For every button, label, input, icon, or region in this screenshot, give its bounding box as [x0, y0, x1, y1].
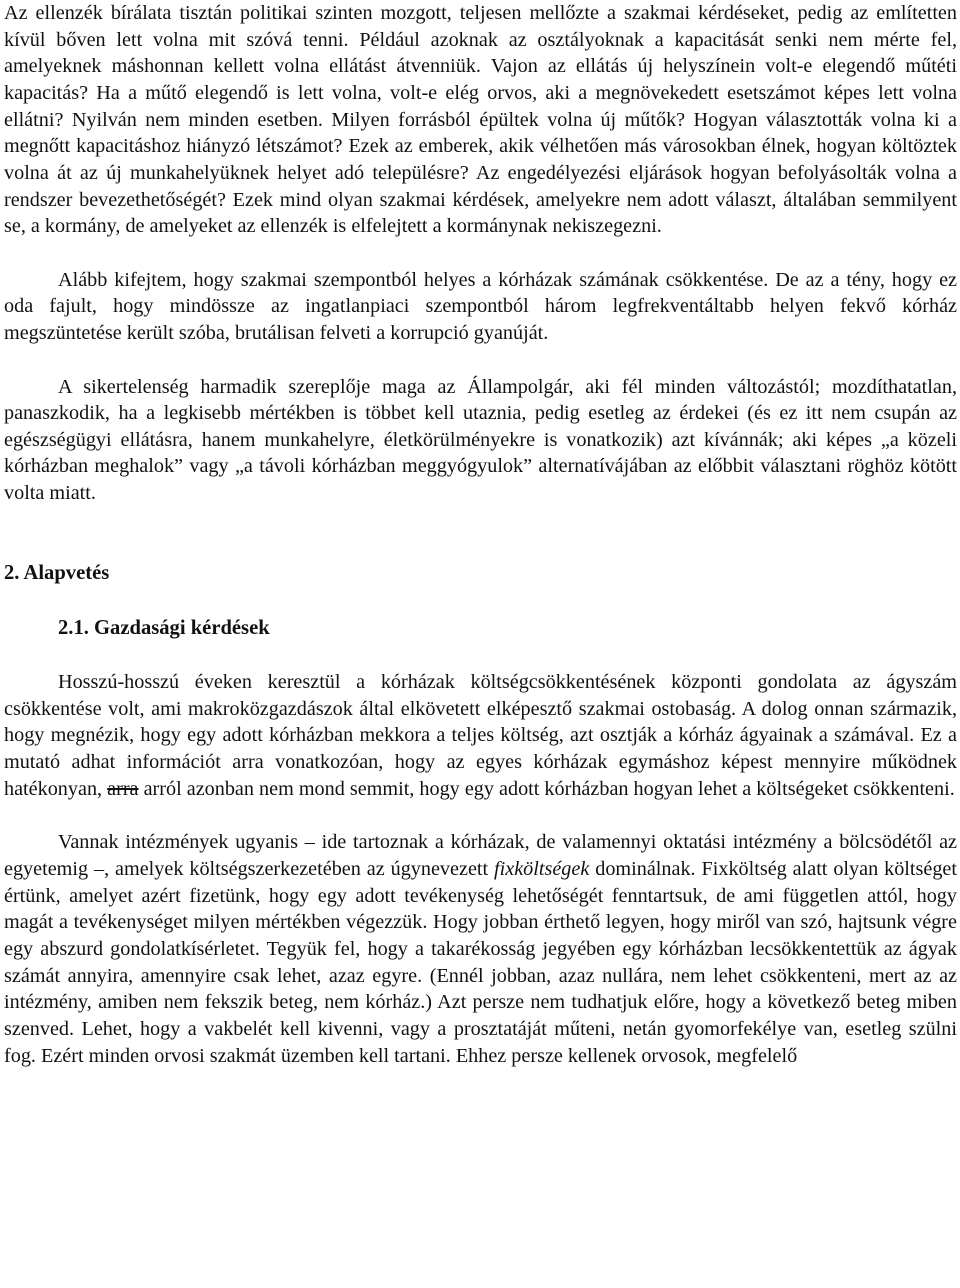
paragraph-citizen: [4, 374, 957, 507]
paragraph-opposition-critique: [4, 0, 957, 240]
italic-term: fixköltségek: [494, 858, 590, 881]
paragraph-text: Hosszú-hosszú éveken keresztül a kórházak költségcsökkentésének központi gondolata az ágyszám csökkentése volt, ami makroközgazdászok által elkövetett elképesztő szakmai ostobaság. A dolog onnan származik, hogy megnézik, hogy egy adott kórházban mekkora a teljes költség, azt osztják a kórház ágyainak a számával. Ez a mutató adhat információt arra vonatkozóan, hogy az egyes kórházak egymáshoz képest mennyire működnek hatékonyan,: [4, 671, 957, 800]
paragraph-text: Az ellenzék bírálata tisztán politikai szinten mozgott, teljesen mellőzte a szakmai kérdéseket, pedig az említetten kívül bőven lett volna mit szóvá tenni. Például azoknak az osztályoknak a kapacitását senki nem mérte fel, amelyeknek máshonnan kellett volna ellátást átvenniük. Vajon az ellátás új helyszínein volt-e elegendő műtéti kapacitás? Ha a műtő elegendő is lett volna, volt-e elég orvos, aki a megnövekedett esetszámot képes lett volna ellátni? Nyilván nem minden esetben. Milyen forrásból épültek volna új műtők? Hogyan választották volna ki a megnőtt kapacitáshoz hiányzó létszámot? Ezek az emberek, akik vélhetően más városokban élnek, hogyan költöztek volna át az új munkahelyüknek helyet adó településre? Az engedélyezési eljárások hogyan befolyásolták volna a rendszer bevezethetőségét? Ezek mind olyan szakmai kérdések, amelyekre nem adott választ, általában semmilyent se, a kormány, de amelyeket az ellenzék is elfelejtett a kormánynak nekiszegezni.: [4, 2, 957, 238]
paragraph-hospital-reduction: [4, 267, 957, 347]
paragraph-fixed-costs: [4, 829, 957, 1069]
paragraph-bed-count: [4, 669, 957, 802]
subsection-heading: 2.1. Gazdasági kérdések: [58, 617, 270, 640]
paragraph-text: Alább kifejtem, hogy szakmai szempontból helyes a kórházak számának csökkentése. De az a tény, hogy ez oda fajult, hogy mindössze az ingatlanpiaci szempontból három legfrekventáltabb helyen fekvő kórház megszüntetése került szóba, brutálisan felveti a korrupció gyanúját.: [4, 268, 957, 344]
paragraph-text: dominálnak. Fixköltség alatt olyan költséget értünk, amelyet azért fizetünk, hogy egy adott tevékenység lehetőségét fenntartsuk, de ami független attól, hogy magát a tevékenységet milyen mértékben végezzük. Hogy jobban érthető legyen, hogy miről van szó, hajtsunk végre egy abszurd gondolatkísérletet. Tegyük fel, hogy a takarékosság jegyében egy kórházban lecsökkentettük az ágyak számát annyira, amennyire csak lehet, azaz egyre. (Ennél jobban, azaz nullára, nem lehet csökkenteni, mert az az intézmény, amiben nem fekszik beteg, nem kórház.) Azt persze nem tudhatjuk előre, hogy a következő beteg miben szenved. Lehet, hogy a vakbelét kell kivenni, vagy a prosztatáját műteni, netán gyomorfekélye van, esetleg szülni fog. Ezért minden orvosi szakmát üzemben kell tartani. Ehhez persze kellenek orvosok, megfelelő: [4, 858, 957, 1067]
paragraph-text: Vannak intézmények ugyanis – ide tartoznak a kórházak, de valamennyi oktatási intézmény a bölcsödétől az egyetemig –, amelyek költségszerkezetében az úgynevezett: [4, 831, 957, 881]
section-heading: 2. Alapvetés: [4, 561, 110, 584]
paragraph-text: A sikertelenség harmadik szereplője maga az Állampolgár, aki fél minden változástól; mozdíthatatlan, panaszkodik, ha a legkisebb mértékben is többet kell utaznia, pedig esetleg az érdekei (és ez itt nem csupán az egészségügyi ellátásra, hanem munkahelyre, életkörülményekre is vonatkozik) azt kívánnák; aki képes „a közeli kórházban meghalok” vagy „a távoli kórházban meggyógyulok” alternatívájában az előbbit választani röghöz kötött volta miatt.: [4, 375, 957, 505]
document-page: [4, 0, 957, 1069]
struck-word: arra: [107, 777, 139, 800]
paragraph-text: arról azonban nem mond semmit, hogy egy adott kórházban hogyan lehet a költségeket csökkenteni.: [138, 777, 955, 800]
